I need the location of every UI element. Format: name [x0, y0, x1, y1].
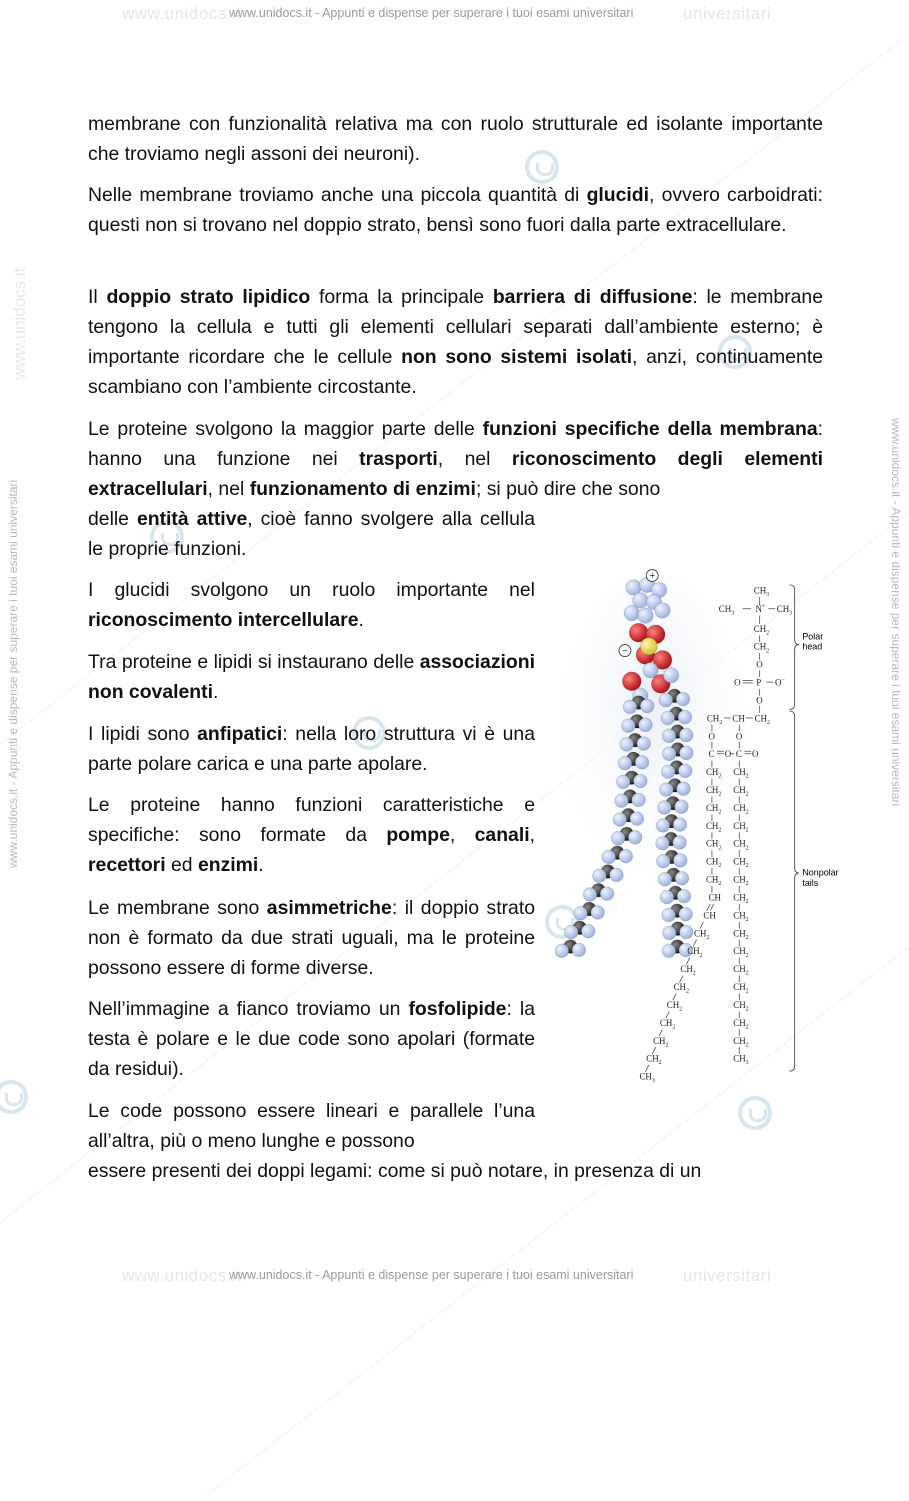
formula-ch2: $CH_2$ [705, 767, 722, 780]
hydrogen-atom [616, 775, 630, 789]
paragraph-proteine: Le proteine svolgono la maggior parte delle funzioni specifiche della membrana: hanno una funzione nei trasporti, nel riconoscimento degli elementi extracellulari, nel funzionamento di enzimi; si può dire che sono [88, 418, 823, 500]
paragraph-doppio-strato: Il doppio strato lipidico forma la principale barriera di diffusione: le membrane tengono la cellula e tutti gli elementi cellulari separati dall’ambiente esterno; è importante ricordare che le cellule non sono sistemi isolati, anzi, continuamente scambiano con l’ambiente circostante. [88, 286, 824, 398]
hydrogen-atom [662, 747, 676, 761]
formula-ch3: $CH_3$ [718, 604, 735, 617]
formula-c: C [735, 749, 742, 760]
formula-ch2: $CH_2$ [753, 641, 770, 655]
hydrogen-atom [662, 944, 676, 958]
hydrogen-atom [673, 836, 687, 850]
hydrogen-atom [658, 801, 672, 815]
formula-ch2: $CH_2$ [733, 856, 749, 870]
watermark-ghost: www.unidocs.it [122, 1266, 242, 1285]
hydrogen-atom [662, 926, 676, 940]
hydrogen-atom [659, 693, 673, 707]
formula-ch2: $CH_2$ [754, 713, 770, 726]
formula-ch2: $CH_2$ [653, 1035, 669, 1049]
hydrogen-atom [678, 764, 692, 778]
hydrogen-atom [676, 692, 690, 706]
hydrogen-atom [628, 831, 642, 845]
svg-text:−: − [622, 645, 628, 657]
paragraph-asimmetriche: Le membrane sono asimmetriche: il doppio strato non è formato da due strati uguali, ma le proteine possono essere di forme diverse. [88, 897, 536, 979]
hydrogen-atom [640, 699, 654, 713]
hydrogen-atom [624, 605, 639, 620]
formula-o-minus: O− [775, 677, 785, 688]
paragraph-membrane-function: membrane con funzionalità relativa ma con ruolo strutturale ed isolante importante che troviamo negli assoni dei neuroni). [88, 113, 823, 165]
formula-ch2: $CH_2$ [694, 928, 710, 941]
formula-o: O [734, 677, 741, 688]
formula-o: O [724, 749, 732, 760]
formula-ch2: $CH_2$ [705, 785, 722, 798]
formula-n-plus: N+ [755, 603, 766, 615]
hydrogen-atom [663, 668, 678, 683]
formula-ch3: $CH_3$ [776, 604, 793, 617]
watermark-ghost-tail: universitari [683, 4, 772, 23]
watermark-left-ghost: www.unidocs.it [10, 267, 29, 380]
paragraph-funzioni-proteine: Le proteine hanno funzioni caratteristiche e specifiche: sono formate da pompe, canali, recettori ed enzimi. [88, 794, 535, 876]
hydrogen-atom [615, 794, 629, 808]
hydrogen-atom [637, 737, 651, 751]
hydrogen-atom [662, 729, 676, 743]
formula-ch3: $CH_3$ [753, 585, 770, 598]
hydrogen-atom [574, 906, 588, 920]
formula-ch2: $CH_2$ [753, 623, 770, 637]
hydrogen-atom [677, 889, 691, 903]
formula-ch2: $CH_2$ [733, 946, 749, 959]
polar-label: Polar [802, 631, 824, 642]
formula-ch2: $CH_2$ [705, 838, 722, 852]
hydrogen-atom [656, 854, 670, 868]
formula-ch3: $CH_3$ [733, 1053, 749, 1067]
hydrogen-atom [564, 925, 578, 939]
formula-ch2: $CH_2$ [646, 1053, 662, 1067]
formula-ch2: $CH_2$ [733, 928, 749, 941]
formula-ch2: $CH_2$ [733, 785, 749, 798]
hydrogen-atom [593, 869, 607, 883]
hydrogen-atom [591, 906, 605, 920]
formula-ch2: $CH_2$ [666, 999, 683, 1013]
hydrogen-atom [611, 831, 625, 845]
formula-ch2: $CH_2$ [733, 767, 749, 780]
watermark-right: www.unidocs.it - Appunti e dispense per superare i tuoi esami universitari [889, 418, 903, 807]
formula-o: O [735, 731, 743, 742]
formula-ch2: $CH_2$ [733, 838, 749, 852]
hydrogen-atom [618, 756, 632, 770]
hydrogen-atom [679, 728, 693, 742]
paragraph-anfipatici: I lipidi sono anfipatici: nella loro struttura vi è una parte polare carica e una parte apolare. [88, 723, 536, 775]
polar-head-brace [790, 585, 799, 710]
hydrogen-atom [622, 719, 636, 733]
tails-label: tails [802, 877, 819, 888]
hydrogen-atom [639, 718, 653, 732]
hydrogen-atom [583, 888, 597, 902]
hydrogen-atom [635, 755, 649, 769]
formula-ch3: $CH_3$ [639, 1071, 655, 1085]
formula-ch2: $CH_2$ [733, 1017, 749, 1031]
hydrogen-atom [610, 868, 624, 882]
formula-ch2: $CH_2$ [733, 1035, 749, 1049]
hydrogen-atom [581, 924, 595, 938]
hydrogen-atom [660, 783, 674, 797]
formula-ch2: $CH_2$ [687, 946, 703, 959]
phospholipid-figure [555, 522, 845, 1122]
formula-ch: CH [703, 910, 716, 921]
hydrogen-atom [673, 854, 687, 868]
hydrogen-atom [661, 711, 675, 725]
hydrogen-atom [633, 774, 647, 788]
oxygen-atom [622, 672, 641, 691]
watermark-left: www.unidocs.it - Appunti e dispense per superare i tuoi esami universitari [6, 479, 20, 868]
formula-c: C [708, 749, 715, 760]
hydrogen-atom [679, 907, 693, 921]
hydrogen-atom [673, 818, 687, 832]
paragraph-fosfolipide: Nell’immagine a fianco troviamo un fosfolipide: la testa è polare e le due code sono apolari (formate da residui). [88, 998, 535, 1080]
formula-ch2: $CH_2$ [680, 964, 696, 977]
hydrogen-atom [619, 849, 633, 863]
head-label: head [802, 641, 823, 652]
hydrogen-atom [675, 871, 689, 885]
hydrogen-atom [623, 700, 637, 714]
paragraph-entita-attive: delle entità attive, cioè fanno svolgere alla cellula le proprie funzioni. [88, 508, 535, 560]
watermark-ghost: www.unidocs.it [122, 4, 242, 23]
formula-ch2: $CH_2$ [733, 802, 749, 816]
formula-ch: CH [708, 892, 721, 903]
hydrogen-atom [677, 782, 691, 796]
hydrogen-atom [572, 943, 586, 957]
formula-o: O [756, 659, 763, 670]
formula-p: P [756, 677, 762, 688]
formula-ch2: $CH_2$ [705, 820, 722, 834]
watermark-top: www.unidocs.it - Appunti e dispense per superare i tuoi esami universitari [229, 6, 634, 20]
formula-ch2: $CH_2$ [733, 820, 749, 834]
formula-ch: CH [732, 713, 745, 724]
formula-ch2: $CH_2$ [733, 999, 749, 1013]
hydrogen-atom [678, 710, 692, 724]
paragraph-glucidi: Nelle membrane troviamo anche una piccola quantità di glucidi, ovvero carboidrati: questi non si trovano nel doppio strato, bensì sono fuori dalla parte extracellulare. [88, 184, 823, 236]
formula-ch2: $CH_2$ [733, 982, 749, 995]
nonpolar-label: Nonpolar [802, 867, 839, 878]
watermark-logo-icon [0, 1080, 28, 1114]
paragraph-code: Le code possono essere lineari e parallele l’una all’altra, più o meno lunghe e possono [88, 1100, 535, 1152]
formula-o: O [756, 695, 763, 706]
hydrogen-atom [679, 746, 693, 760]
hydrogen-atom [655, 603, 670, 618]
hydrogen-atom [660, 890, 674, 904]
hydrogen-atom [675, 800, 689, 814]
paragraph-associazioni: Tra proteine e lipidi si instaurano delle associazioni non covalenti. [88, 651, 535, 703]
formula-ch2: $CH_2$ [705, 802, 722, 816]
formula-ch2: $CH_2$ [733, 892, 749, 906]
formula-o: O [752, 749, 759, 760]
plus-charge-icon [646, 570, 658, 582]
hydrogen-atom [630, 812, 644, 826]
formula-ch2: $CH_2$ [706, 713, 723, 726]
formula-ch2: $CH_2$ [705, 856, 722, 870]
formula-ch2: $CH_2$ [659, 1017, 676, 1031]
hydrogen-atom [658, 872, 672, 886]
hydrogen-atom [638, 608, 653, 623]
hydrogen-atom [632, 793, 646, 807]
paragraph-doppi-legami: essere presenti dei doppi legami: come si può notare, in presenza di un [88, 1160, 702, 1182]
formula-ch2: $CH_2$ [733, 874, 749, 888]
hydrogen-atom [600, 887, 614, 901]
hydrogen-atom [602, 850, 616, 864]
minus-charge-icon [619, 645, 631, 657]
hydrogen-atom [643, 663, 658, 678]
formula-ch2: $CH_2$ [705, 874, 722, 888]
watermark-bottom: www.unidocs.it - Appunti e dispense per superare i tuoi esami universitari [229, 1268, 634, 1282]
hydrogen-atom [662, 908, 676, 922]
formula-o: O [708, 731, 715, 742]
formula-ch2: $CH_2$ [733, 910, 749, 923]
watermark-ghost-tail: universitari [683, 1266, 772, 1285]
hydrogen-atom [661, 765, 675, 779]
nonpolar-tails-brace [790, 711, 799, 1071]
formula-ch2: $CH_2$ [733, 964, 749, 977]
svg-text:+: + [649, 570, 656, 582]
hydrogen-atom [680, 925, 694, 939]
paragraph-glucidi-ruolo: I glucidi svolgono un ruolo importante nel riconoscimento intercellulare. [88, 579, 535, 631]
hydrogen-atom [613, 813, 627, 827]
phosphorus-atom [640, 638, 657, 655]
formula-ch2: $CH_2$ [673, 982, 689, 995]
hydrogen-atom [656, 837, 670, 851]
hydrogen-atom [555, 944, 569, 958]
hydrogen-atom [656, 819, 670, 833]
hydrogen-atom [620, 738, 634, 752]
